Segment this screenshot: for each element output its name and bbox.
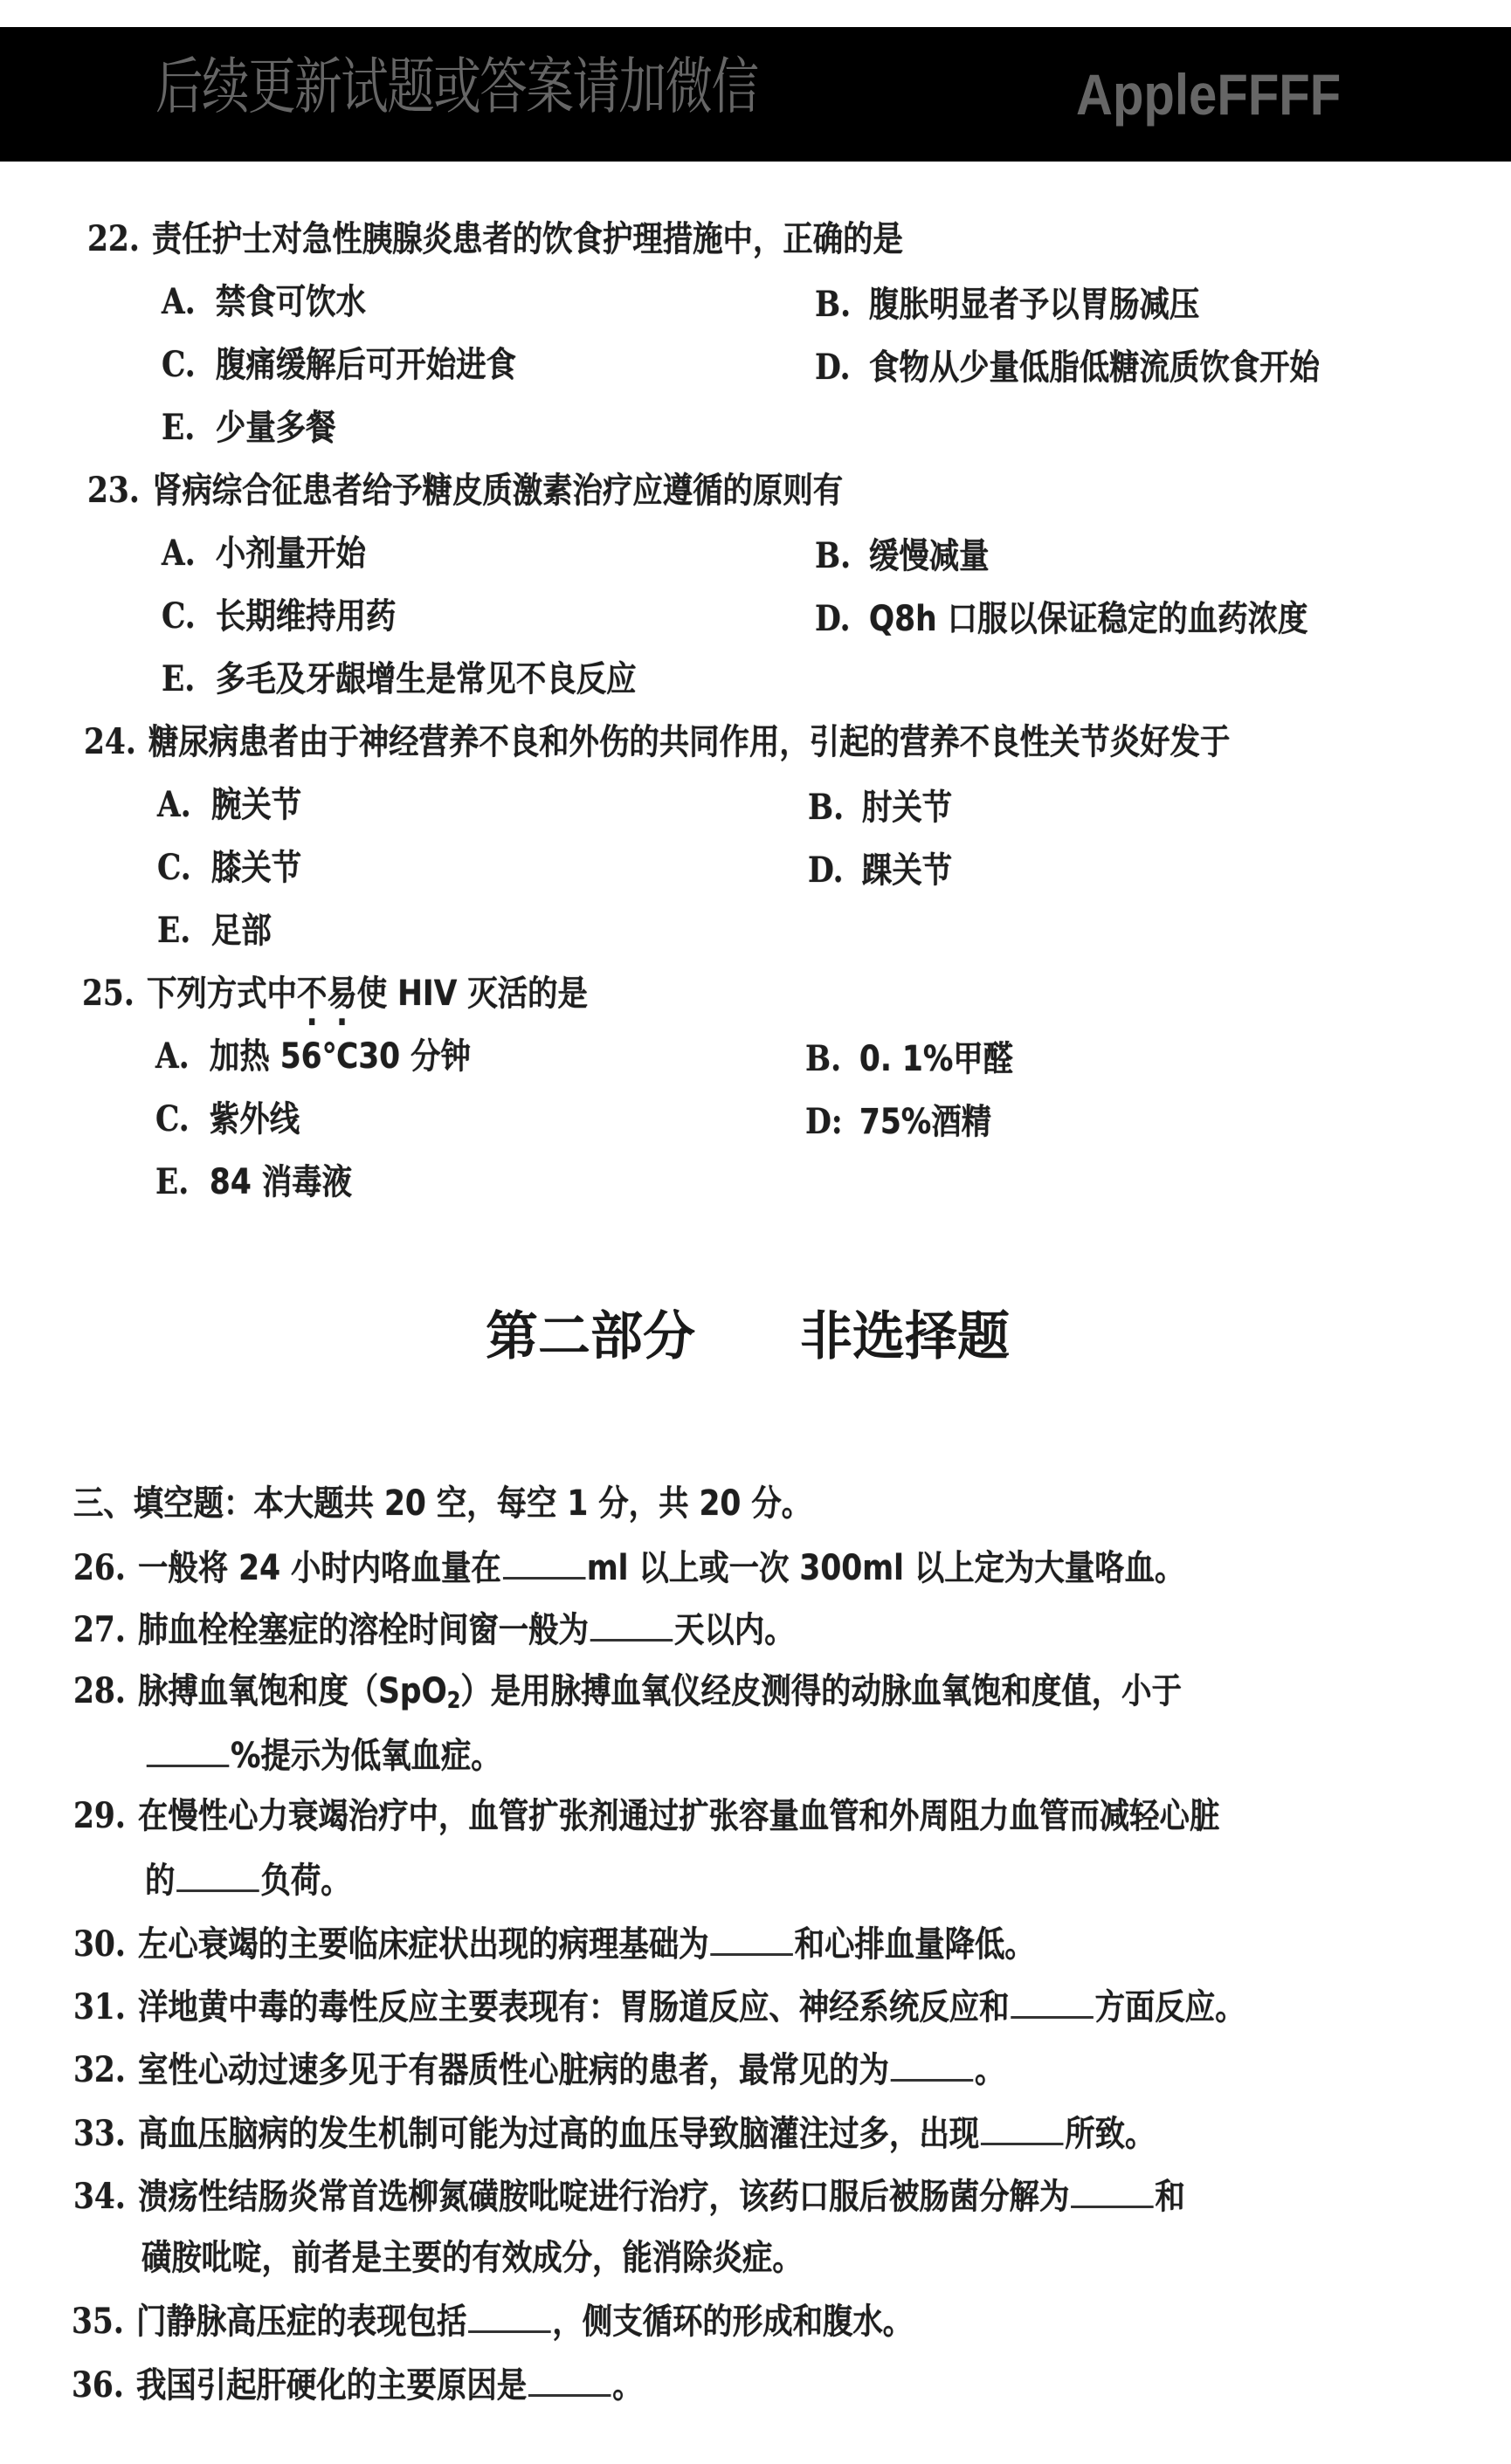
answer-blank[interactable] (147, 1733, 230, 1767)
question-29 (73, 1795, 1219, 1837)
watermark-banner (0, 27, 1511, 162)
option-c (162, 344, 516, 386)
text-before: 脉搏血氧饱和度（SpO (137, 1671, 447, 1711)
question-26 (73, 1545, 1184, 1589)
question-number: 24. (84, 721, 136, 762)
option-label: E. (162, 658, 196, 699)
question-number: 25. (82, 973, 135, 1014)
option-label: D: (805, 1101, 843, 1142)
text-before: 高血压脑病的发生机制可能为过高的血压导致脑灌注过多，出现 (137, 2114, 980, 2154)
option-d (815, 347, 1320, 389)
option-text: 膝关节 (210, 848, 302, 888)
option-label: D. (815, 598, 851, 639)
answer-blank[interactable] (503, 1545, 586, 1580)
text-before: 室性心动过速多见于有器质性心脏病的患者，最常见的为 (137, 2050, 889, 2090)
text-after: 和 (1155, 2177, 1185, 2217)
subscript: 2 (446, 1688, 461, 1714)
text-after: 。 (975, 2050, 1005, 2090)
question-stem (87, 218, 903, 260)
question-number: 29. (73, 1795, 126, 1836)
text-before: 的 (145, 1861, 176, 1901)
option-text: 足部 (210, 911, 272, 951)
text-before: 左心衰竭的主要临床症状出现的病理基础为 (137, 1924, 709, 1965)
option-text: 0. 1%甲醛 (859, 1039, 1014, 1079)
option-label: B. (808, 787, 845, 828)
question-number: 23. (87, 470, 140, 511)
option-label: B. (815, 284, 852, 325)
option-label: C. (155, 1098, 190, 1139)
question-number: 33. (73, 2113, 126, 2154)
question-33 (73, 2111, 1155, 2155)
question-27 (73, 1607, 795, 1651)
option-label: D. (815, 347, 851, 388)
option-text: 长期维持用药 (215, 596, 397, 637)
option-label: B. (815, 535, 852, 576)
answer-blank[interactable] (590, 1607, 673, 1642)
section-heading: 三、填空题：本大题共 20 空，每空 1 分，共 20 分。 (73, 1483, 812, 1524)
option-b (815, 284, 1199, 326)
option-a (155, 1036, 471, 1077)
option-label: D. (808, 850, 844, 891)
option-c (155, 1098, 300, 1140)
question-number: 34. (73, 2176, 126, 2217)
option-label: C. (162, 595, 196, 637)
option-text: 小剂量开始 (215, 533, 366, 574)
question-34-continuation: 磺胺吡啶，前者是主要的有效成分，能消除炎症。 (141, 2238, 803, 2278)
question-number: 26. (73, 1547, 126, 1588)
answer-blank[interactable] (176, 1858, 259, 1892)
question-34 (73, 2174, 1185, 2218)
option-label: E. (155, 1161, 190, 1202)
option-b (805, 1038, 1013, 1080)
text-after: 天以内。 (674, 1610, 795, 1650)
question-28-continuation (145, 1733, 501, 1777)
emphasis-char: 易 (327, 974, 357, 1014)
question-number: 30. (73, 1924, 126, 1965)
option-text: 紫外线 (209, 1099, 300, 1139)
question-number: 32. (73, 2049, 126, 2090)
option-label: C. (162, 344, 196, 385)
question-number: 31. (73, 1986, 126, 2027)
answer-blank[interactable] (1011, 1985, 1094, 2019)
option-e (162, 407, 336, 449)
question-number: 36. (72, 2364, 124, 2405)
option-d (808, 850, 952, 891)
text-before: 洋地黄中毒的毒性反应主要表现有：胃肠道反应、神经系统反应和 (137, 1987, 1010, 2027)
banner-wechat-id: AppleFFFF (1076, 62, 1342, 127)
option-label: A. (162, 533, 196, 574)
option-text: 腹痛缓解后可开始进食 (215, 345, 516, 385)
stem-text: 肾病综合征患者给予糖皮质激素治疗应遵循的原则有 (151, 471, 844, 511)
part-two-heading (486, 1306, 1010, 1367)
question-35 (72, 2299, 913, 2343)
option-d (805, 1101, 991, 1143)
text-before: 我国引起肝硬化的主要原因是 (135, 2365, 528, 2405)
answer-blank[interactable] (1071, 2174, 1154, 2208)
answer-blank[interactable] (891, 2048, 974, 2082)
question-28 (73, 1670, 1182, 1722)
part-label: 第二部分 (486, 1306, 695, 1367)
option-text: 加热 56℃30 分钟 (209, 1036, 471, 1077)
option-text: 腹胀明显者予以胃肠减压 (868, 285, 1200, 325)
option-b (815, 535, 990, 577)
text-before: 门静脉高压症的表现包括 (135, 2302, 467, 2342)
question-29-continuation (145, 1858, 351, 1902)
option-label: E. (162, 407, 196, 448)
part-title: 非选择题 (800, 1306, 1010, 1367)
option-text: 75%酒精 (859, 1102, 992, 1142)
option-label: A. (162, 281, 196, 322)
question-number: 27. (73, 1609, 126, 1650)
option-e (162, 658, 637, 700)
emphasis-char: 不 (296, 974, 328, 1014)
option-text: 腕关节 (210, 785, 302, 825)
stem-text-before: 下列方式中 (146, 974, 297, 1014)
text-after: 和心排血量降低。 (794, 1924, 1035, 1965)
option-text: 84 消毒液 (209, 1162, 352, 1202)
option-label: B. (805, 1038, 842, 1079)
stem-text-after: 使 HIV 灭活的是 (356, 974, 588, 1014)
option-b (808, 787, 952, 829)
text-after: 所致。 (1065, 2114, 1156, 2154)
answer-blank[interactable] (528, 2363, 611, 2397)
option-text: 多毛及牙龈增生是常见不良反应 (215, 659, 637, 699)
option-label: A. (155, 1036, 190, 1077)
option-label: E. (157, 910, 191, 951)
text-after: ml 以上或一次 300ml 以上定为大量咯血。 (586, 1548, 1185, 1588)
text-after: 。 (612, 2365, 643, 2405)
question-32 (73, 2048, 1004, 2091)
banner-text: 后续更新试题或答案请加微信 (155, 51, 758, 122)
text-before: 溃疡性结肠炎常首选柳氮磺胺吡啶进行治疗，该药口服后被肠菌分解为 (137, 2177, 1070, 2217)
question-stem (84, 721, 1230, 763)
answer-blank[interactable] (710, 1922, 793, 1956)
question-number: 28. (73, 1670, 126, 1711)
text-after: 方面反应。 (1094, 1987, 1245, 2027)
text-after: ）是用脉搏血氧仪经皮测得的动脉血氧饱和度值，小于 (460, 1671, 1182, 1711)
text-line: 在慢性心力衰竭治疗中，血管扩张剂通过扩张容量血管和外周阻力血管而减轻心脏 (137, 1796, 1220, 1836)
option-c (162, 595, 396, 637)
option-a (157, 784, 301, 826)
option-text: 踝关节 (861, 850, 953, 891)
option-text: 肘关节 (861, 788, 953, 828)
option-e (157, 910, 272, 952)
option-e (155, 1161, 352, 1203)
text-before: 一般将 24 小时内咯血量在 (137, 1548, 501, 1588)
option-a (162, 533, 366, 575)
question-stem (87, 470, 843, 512)
option-text: 食物从少量低脂低糖流质饮食开始 (868, 348, 1320, 388)
option-d (815, 598, 1307, 640)
option-label: A. (157, 784, 191, 825)
question-number: 22. (87, 218, 140, 259)
option-text: Q8h 口服以保证稳定的血药浓度 (868, 599, 1308, 639)
question-31 (73, 1985, 1245, 2028)
question-stem (82, 973, 588, 1015)
text-before: 肺血栓栓塞症的溶栓时间窗一般为 (137, 1610, 589, 1650)
stem-text: 责任护士对急性胰腺炎患者的饮食护理措施中，正确的是 (151, 219, 903, 259)
option-a (162, 281, 366, 323)
text-after: %提示为低氧血症。 (231, 1736, 501, 1776)
option-text: 禁食可饮水 (215, 282, 366, 322)
text-after: 负荷。 (260, 1861, 351, 1901)
option-c (157, 847, 301, 889)
option-text: 缓慢减量 (868, 536, 990, 576)
option-label: C. (157, 847, 191, 888)
question-number: 35. (72, 2301, 124, 2342)
answer-blank[interactable] (981, 2111, 1064, 2145)
answer-blank[interactable] (468, 2299, 551, 2333)
question-36 (72, 2363, 643, 2406)
question-30 (73, 1922, 1035, 1965)
text-after: ，侧支循环的形成和腹水。 (552, 2302, 914, 2342)
option-text: 少量多餐 (215, 408, 336, 448)
stem-text: 糖尿病患者由于神经营养不良和外伤的共同作用，引起的营养不良性关节炎好发于 (148, 722, 1231, 762)
